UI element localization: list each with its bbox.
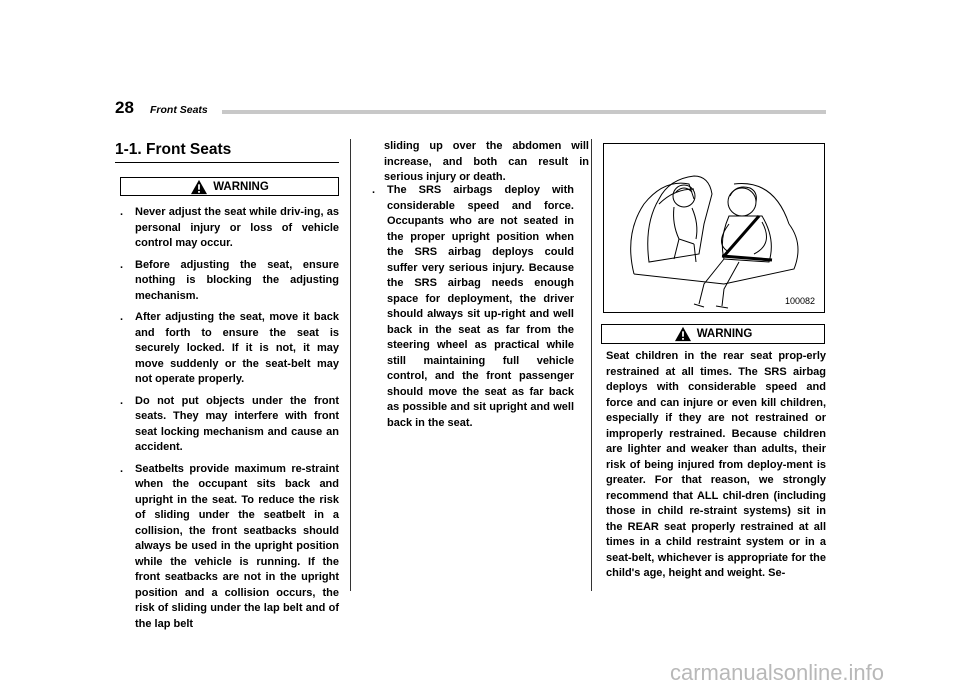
bullet-marker: . (372, 184, 376, 196)
column-divider (591, 139, 592, 591)
list-item-text: Do not put objects under the front seats. They may interfere with front seat locking mechanism and cause an accident. (135, 394, 339, 453)
figure-code: 100082 (785, 296, 816, 306)
list-item-text: Never adjust the seat while driv-ing, as personal injury or loss of vehicle control may occur. (135, 206, 339, 249)
column-divider (350, 139, 351, 591)
bullet-marker: . (120, 311, 124, 323)
list-item-text: Before adjusting the seat, ensure nothing is blocking the adjusting mechanism. (135, 258, 339, 302)
section-rule (115, 162, 339, 163)
warning-triangle-icon (190, 179, 208, 195)
warning-label: WARNING (696, 328, 753, 340)
list-item (117, 258, 339, 305)
page-number: 28 (115, 98, 134, 117)
warning-list (369, 183, 574, 437)
list-item (369, 183, 574, 431)
list-item-text: Seatbelts provide maximum re-straint when the occupant sits back and upright in the seat. To reduce the risk of sliding under the seatbelt in a collision, the front seatbacks should always be used in the upright position while the vehicle is running. If the front seatbacks are not in the upright position and a collision occurs, the risk of sliding under the lap belt and of the lap belt (135, 462, 339, 630)
list-item-text: The SRS airbags deploy with considerable speed and force. Occupants who are not seated in the proper upright position when the SRS airbag deploys could suffer very serious injury. Because the SRS airbag needs enough space for deployment, the driver should always sit up-right and well back in the seat as far from the steering wheel as practical while still maintaining full vehicle control, and the front passenger should move the seat as far back as possible and sit upright and well back in the seat. (387, 184, 574, 429)
section-heading: 1-1. Front Seats (115, 141, 232, 158)
warning-text: Seat children in the rear seat prop-erly restrained at all times. The SRS airbag deploys with considerable speed and force and can injure or even kill children, especially if they are not restrained or improperly restrained. Because children are lighter and weaker than adults, their risk of being injured from deploy-ment is greater. For that reason, we strongly recommend that ALL chil-dren (including those in child re-straint systems) sit in the REAR seat properly restrained at all times in a child restraint system or in a seat-belt, whichever is appropriate for the child's age, height and weight. Se- (606, 350, 826, 579)
list-item (117, 394, 339, 456)
bullet-marker: . (120, 206, 124, 218)
warning-header (601, 324, 825, 344)
child-seat-drawing (604, 144, 824, 312)
bullet-marker: . (120, 394, 124, 407)
list-item (117, 310, 339, 388)
list-item-text: After adjusting the seat, move it back and forth to ensure the seat is securely locked. If it is not, it may move suddenly or the seat-belt may not operate properly. (135, 311, 339, 385)
bullet-marker: . (120, 462, 124, 475)
warning-triangle-icon (674, 326, 692, 342)
list-item (117, 205, 339, 252)
warning-list (117, 205, 339, 638)
header-rule (222, 110, 826, 114)
warning-header (120, 177, 339, 196)
bullet-marker: . (120, 258, 124, 271)
child-seat-illustration (603, 143, 825, 313)
list-item (117, 462, 339, 633)
watermark: carmanualsonline.info (670, 660, 885, 685)
warning-label: WARNING (213, 180, 269, 193)
header-title: Front Seats (150, 104, 208, 116)
paragraph: sliding up over the abdomen will increase, and both can result in serious injury or death. (384, 140, 589, 183)
